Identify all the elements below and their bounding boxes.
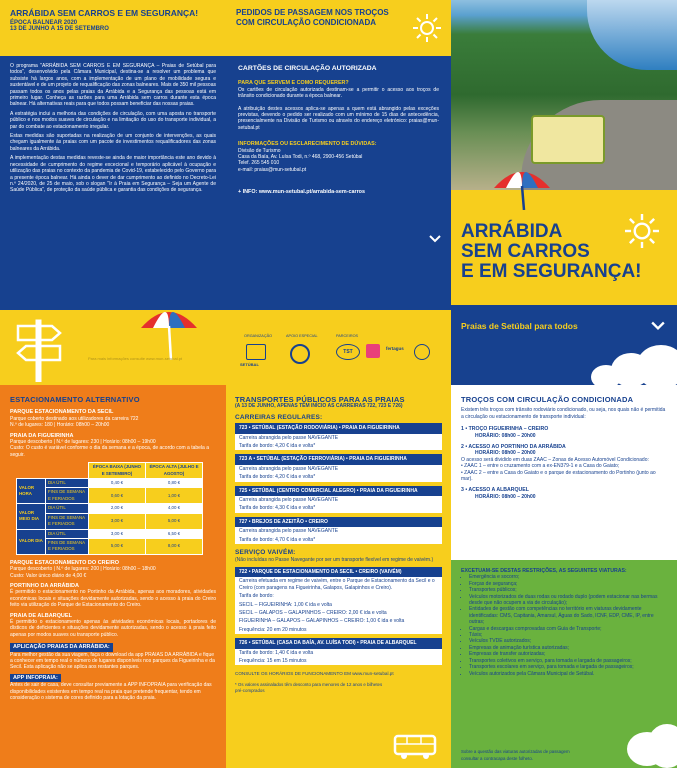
vaivem-text: (Não incluídas no Passe Navegante por ser um transporte flexível em regime de vaivém.) [235,556,434,563]
tariff-cell: 6,50 € [146,529,203,538]
creiro-line: Custo: Valor único diário de 4,00 € [10,572,87,579]
route-line: Carreira abrangida pelo passe NAVEGANTE [235,527,442,535]
intro-paragraph: O programa "ARRÁBIDA SEM CARROS E EM SEGURANÇA – Praias de Setúbal para todos", desenvolvido pela Câmara Municipal, destina-se a resolver um problema que subsiste há largos anos, com a implementação de um plano de mobilidade segura e sustentável e de um projeto de requalificação das zonas balneares. Mais de 350 mil pessoas passam todos os anos pelas praias da Arrábida e a Segurança das pessoas está em primeiro lugar. Conheça as razões para uma Arrábida sem carros durante esta época balnear. Há alternativas reais para que todos possam beneficiar das nossas praias. [10,63,216,108]
route-line: SECIL – GALAPOS – GALAPINHOS – CREIRO: 2,00 € ida e volta [235,609,442,617]
tariff-cell: 5,00 € [146,513,203,529]
route-727-header: 727 • BREJOS DE AZEITÃO • CREIRO [235,517,442,527]
transport-subtitle: (A 13 DE JUNHO, APENAS TÊM INÍCIO AS CARREIRAS 722, 723 E 726) [235,403,403,410]
exception-item: • Empresas de transfer autorizadas; [469,651,667,657]
partner-logo [366,344,380,358]
cards-question: PARA QUE SERVEM E COMO REQUERER? [238,80,349,87]
route-line: Tarifa de bordo: 4,20 € ida e volta* [235,442,442,450]
exception-item: • Transportes escolares em serviço, para tomada e largada de passageiros; [469,664,667,670]
season-dates: 13 DE JUNHO A 15 DE SETEMBRO [10,26,109,32]
discount-note: * Os valores assinalados têm desconto para menores de 12 anos e bilhetes pré-comprados [235,681,383,694]
route-722-header: 722 • PARQUE DE ESTACIONAMENTO DA SECIL • CREIRO (VAIVÉM) [235,567,442,577]
intro-header [0,0,226,56]
app-praias-text: Para melhor gestão da sua viagem, faça o download da app PRAIAS DA ARRÁBIDA e fique a conhecer em tempo real o número de lugares disponíveis nos parques da Figueirinha e da Secil. Esta aplicação não se aplica aos restantes parques. [10,651,215,671]
exception-item: • Empresas de animação turística autorizadas; [469,645,667,651]
passage-title: PEDIDOS DE PASSAGEM NOS TROÇOS COM CIRCULAÇÃO CONDICIONADA [236,8,389,27]
parking-panel [0,385,226,768]
exception-item: • Entidades de gestão com competências no território em viaturas devidamente identificadas: CMS, Capitania, Amarsul, Águas do Sado, ICNF, EDP, CME, IP, entre outras; [469,606,667,625]
route-725-header: 725 • SETÚBAL (CENTRO COMERCIAL ALEGRO) • PRAIA DA FIGUEIRINHA [235,486,442,496]
tariff-cell: 0,80 € [146,479,203,488]
tariff-header: ÉPOCA ALTA (JULHO E AGOSTO) [146,463,203,479]
passage-panel [226,0,451,385]
tariff-day: DIA ÚTIL [46,504,89,513]
tariff-cell: 8,00 € [146,538,203,554]
route-line: Tarifa de bordo: 4,30 € ida e volta* [235,504,442,512]
apoio-logo [290,344,310,364]
route-line: Carreira abrangida pelo passe NAVEGANTE [235,434,442,442]
cover-title [461,222,642,282]
zaac-intro: O acesso será dividido em duas ZAAC – Zonas de Acesso Automóvel Condicionado: [461,456,649,463]
logo-label: PARCEIROS [336,334,359,338]
tariff-cell: 2,00 € [89,504,146,513]
parking-title: ESTACIONAMENTO ALTERNATIVO [10,395,140,404]
secil-line: N.º de lugares: 180 | Horário: 08h00 – 20h00 [10,422,110,429]
tariff-cell: 3,00 € [89,529,146,538]
secil-title: PARQUE ESTACIONAMENTO DA SECIL [10,409,114,416]
route-line: Carreira abrangida pelo passe NAVEGANTE [235,496,442,504]
cover-title-line: ARRÁBIDA [461,221,563,242]
exception-item: • Veículos autorizados pela Câmara Municipal de Setúbal. [469,671,667,677]
route-line: FIGUEIRINHA – GALAPOS – GALAPINHOS – CREIRO: 1,00 € ida e volta [235,617,442,625]
zaac-item: • ZAAC 1 – entre o cruzamento com a ex-EN379-1 e a Casa do Gaiato; [461,463,620,470]
exception-item: • Forças de segurança; [469,581,667,587]
intro-paragraph: A estratégia inclui a melhoria das condições de circulação, com uma aposta no transporte público e nos modos suaves de circulação e na limitação do uso do transporte individual, a par do combate ao estacionamento irregular. [10,110,216,130]
zaac-item: • ZAAC 2 – entre a Casa do Gaiato e o parque de estacionamento do Portinho (junto ao mar). [461,469,656,483]
route-723-header: 723 • SETÚBAL (ESTAÇÃO RODOVIÁRIA) • PRAIA DA FIGUEIRINHA [235,423,442,433]
setubal-logo [246,344,266,360]
carreiras-title: CARREIRAS REGULARES: [235,413,323,421]
logos-strip [226,310,451,385]
exception-item: • Cargas e descargas comprovadas com Guia de Transporte; [469,626,667,632]
season-label: ÉPOCA BALNEAR 2020 [10,20,78,26]
restricted-hours: HORÁRIO: 08h00 – 20h00 [475,493,536,500]
route-line: Tarifa de bordo: 4,70 € ida e volta* [235,536,442,544]
restricted-item: 1 • TROÇO FIGUEIRINHA – CREIRO [461,426,549,433]
logo-label: ORGANIZAÇÃO [244,334,273,338]
exception-item: • Táxis; [469,632,667,638]
portinho-title: PORTINHO DA ARRÁBIDA [10,582,79,589]
info-line: Casa da Baía, Av. Luísa Todi, n.º 468, 2900-456 Setúbal [238,154,363,161]
figueirinha-title: PRAIA DA FIGUEIRINHA [10,432,74,439]
tariff-table [16,462,203,554]
portinho-text: É permitido o estacionamento no Portinho da Arrábida, apenas aos moradores, atividades económicas locais e situações devidamente autorizadas, sendo o acesso à praia do Creiro feito via utilização do Parque de Estacionamento do Creiro. [10,589,216,609]
route-block [235,454,442,481]
fertagus-logo: fertagus [386,346,404,351]
tariff-cell: 1,00 € [146,488,203,504]
info-url-link[interactable]: + INFO: www.mun-setubal.pt/arrabida-sem-carros [238,189,365,196]
tariff-day: DIA ÚTIL [46,479,89,488]
tariff-cell: 3,00 € [89,513,146,529]
route-line: Frequência: 15 em 15 minutos [235,657,442,665]
app-infopraia-title: APP INFOPRAIA: [10,674,61,682]
route-block [235,486,442,513]
beach-umbrella-icon [491,160,553,210]
route-723a-header: 723 A • SETÚBAL (ESTAÇÃO FERROVIÁRIA) • PRAIA DA FIGUEIRINHA [235,454,442,464]
info-title: INFORMAÇÕES OU ESCLARECIMENTO DE DÚVIDAS: [238,141,377,148]
restricted-panel [451,385,677,768]
tariff-day: FINS DE SEMANA E FERIADOS [46,488,89,504]
route-block [235,517,442,544]
cards-text: Os cartões de circulação autorizada destinam-se a permitir o acesso aos troços de trânsito condicionado durante a época balnear. [238,86,439,100]
creiro-title: PARQUE ESTACIONAMENTO DO CREIRO [10,559,120,566]
tariff-day: DIA ÚTIL [46,529,89,538]
intro-paragraph: A implementação destas medidas reveste-se ainda de maior importância este ano devido à necessidade de cumprimento do regime excecional e temporário aplicável à ocupação e utilização das praias no contexto da pandemia de Covid-19, estabelecido pelo Governo para a presente época balnear. Há ainda o dever de dar cumprimento ao definido no Decreto-Lei n.º 24/2020, de 25 de maio, sob o slogan "Ir à Praia em Segurança – Seja um Agente de Saúde Pública", de proteção da saúde pública e garantia das condições de segurança. [10,155,216,194]
cloud-shape [591,365,621,385]
tariff-group: VALOR MEIO DIA [17,504,46,529]
route-line: Tarifa de bordo: 4,20 € ida e volta* [235,473,442,481]
restricted-hours: HORÁRIO: 08h00 – 20h00 [475,432,536,439]
signpost-icon [14,312,64,382]
tariff-group: VALOR DIA [17,529,46,554]
tariff-cell: 4,00 € [146,504,203,513]
albarquel-text: É permitido o estacionamento apenas às atividades económicas locais, portadores de dísticos de deficientes e situações devidamente autorizadas, sendo o acesso à praia feito apenas por modos suaves ou transporte público. [10,618,216,638]
logo-label: APOIO ESPECIAL [286,334,318,338]
tariff-day: FINS DE SEMANA E FERIADOS [46,513,89,529]
tourist-train [531,115,605,164]
figueirinha-line: Parque descoberto | N.º de lugares: 230 | Horário: 08h00 – 19h00 [10,439,156,446]
exception-item: • Veículos motorizados de duas rodas ou rodado duplo (podem estacionar nas bermas desde que não ocupem a via de circulação); [469,594,667,607]
bus-icon [393,734,437,760]
partner-logo [414,344,430,360]
route-line: Tarifa de bordo: 1,40 € ida e volta [235,649,442,657]
secil-line: Parque coberto destinado aos utilizadores da carreira 722 [10,415,139,422]
app-praias-title: APLICAÇÃO PRAIAS DA ARRÁBIDA: [10,643,113,651]
intro-body [0,56,226,310]
cards-request-text: A atribuição destes acessos aplica-se apenas a quem está abrangido pelas exceções previstas, devendo o pedido ser realizado com um mínimo de 15 dias de antecedência, presencialmente na Divisão de Turismo ou através do endereço eletrónico: praias@mun-setubal.pt [238,105,439,131]
intro-panel [0,0,226,385]
cover-subtitle-band [451,305,677,385]
exceptions-footer: Sobre a questão das viaturas autorizadas de passagem consultar a contracapa deste folheto. [461,749,570,761]
exception-item: • Emergência e socorro; [469,574,667,580]
passage-header [226,0,451,56]
cover-subtitle: Praias de Setúbal para todos [461,321,578,331]
intro-footnote: Para mais informações consulte www.mun-setubal.pt [88,356,183,361]
info-line: e-mail: praias@mun-setubal.pt [238,166,307,173]
beach-road-photo [451,0,677,190]
sun-icon [413,14,441,42]
beach-umbrella-icon [138,300,200,360]
exceptions-list [461,574,667,677]
creiro-line: Parque descoberto | N.º de lugares: 200 | Horário: 08h00 – 18h00 [10,566,156,573]
transport-panel [226,385,451,768]
cover-title-line: SEM CARROS [461,241,590,262]
route-block [235,638,442,665]
route-block [235,567,442,634]
consult-schedules-link[interactable]: CONSULTE OS HORÁRIOS DE FUNCIONAMENTO EM www.mun-setubal.pt [235,671,394,677]
info-line: Divisão de Turismo [238,147,281,154]
tariff-header: ÉPOCA BAIXA (JUNHO E SETEMBRO) [89,463,146,479]
exceptions-box [451,560,677,768]
route-line: SECIL – FIGUEIRINHA: 1,00 € ida e volta [235,601,442,609]
exception-item: • Transportes coletivos em serviço, para tomada e largada de passageiros; [469,658,667,664]
chevron-down-icon [429,235,441,243]
exception-item: • Transportes públicos; [469,587,667,593]
route-line: Tarifa de bordo: [235,592,442,600]
restricted-item: 2 • ACESSO AO PORTINHO DA ARRÁBIDA [461,444,566,451]
route-line: Carreira abrangida pelo passe NAVEGANTE [235,465,442,473]
info-line: Telef. 265 545 010 [238,160,280,167]
albarquel-title: PRAIA DE ALBARQUEL [10,612,72,619]
route-726-header: 726 • SETÚBAL (CASA DA BAÍA, AV. LUÍSA TODI) • PRAIA DE ALBARQUEL [235,638,442,648]
cloud-shape [636,345,677,385]
tariff-cell: 0,40 € [89,479,146,488]
cards-title: CARTÕES DE CIRCULAÇÃO AUTORIZADA [238,65,377,72]
tst-logo: TST [336,344,360,360]
restricted-title: TROÇOS COM CIRCULAÇÃO CONDICIONADA [461,395,634,404]
figueirinha-line: Custo: O custo é variável conforme o dia da semana e a época, de acordo com a tabela a seguir. [10,445,210,458]
setubal-logo-text: SETÚBAL [240,362,259,367]
intro-paragraph: Estas medidas são suportadas na realização de um conjunto de intervenções, as quais chegam igualmente às praias com um pacote de investimentos requalificadores das zonas balneares da Arrábida. [10,133,216,152]
tariff-day: FINS DE SEMANA E FERIADOS [46,538,89,554]
chevron-down-icon [651,321,665,331]
exceptions-title: EXCETUAM-SE DESTAS RESTRIÇÕES, AS SEGUINTES VIATURAS: [461,568,627,574]
route-line: Carreira efetuada em regime de vaivém, entre o Parque de Estacionamento da Secil e o Creiro (com paragens na Figueirinha, Galapos, Galapinhos e Creiro). [235,577,442,592]
vaivem-title: SERVIÇO VAIVÉM: [235,549,296,557]
restricted-item: 3 • ACESSO A ALBARQUEL [461,487,529,494]
tariff-cell: 5,00 € [89,538,146,554]
route-block [235,423,442,450]
tariff-cell: 0,60 € [89,488,146,504]
transport-title: TRANSPORTES PÚBLICOS PARA AS PRAIAS [235,395,405,404]
cover-title-line: E EM SEGURANÇA! [461,261,642,282]
tariff-group: VALOR HORA [17,479,46,504]
cover-panel [451,0,677,385]
app-infopraia-text: Antes de sair de casa, deve consultar previamente a APP INFOPRAIA para verificação das disponibilidades existentes em tempo real na praia que pretende frequentar, tendo em consideração o sistema de cores definido para a lotação da praia. [10,682,212,702]
intro-title: ARRÁBIDA SEM CARROS E EM SEGURANÇA! [10,8,199,18]
route-line: Frequência: 20 em 20 minutos [235,626,442,634]
restricted-intro: Existem três troços com trânsito rodoviário condicionado, ou seja, nos quais não é permitida a circulação ou estacionamento de transporte individual: [461,407,666,420]
exception-item: • Veículos TVDE autorizados; [469,638,667,644]
restricted-hours: HORÁRIO: 08h00 – 20h00 [475,450,536,457]
sea-area [587,0,677,70]
